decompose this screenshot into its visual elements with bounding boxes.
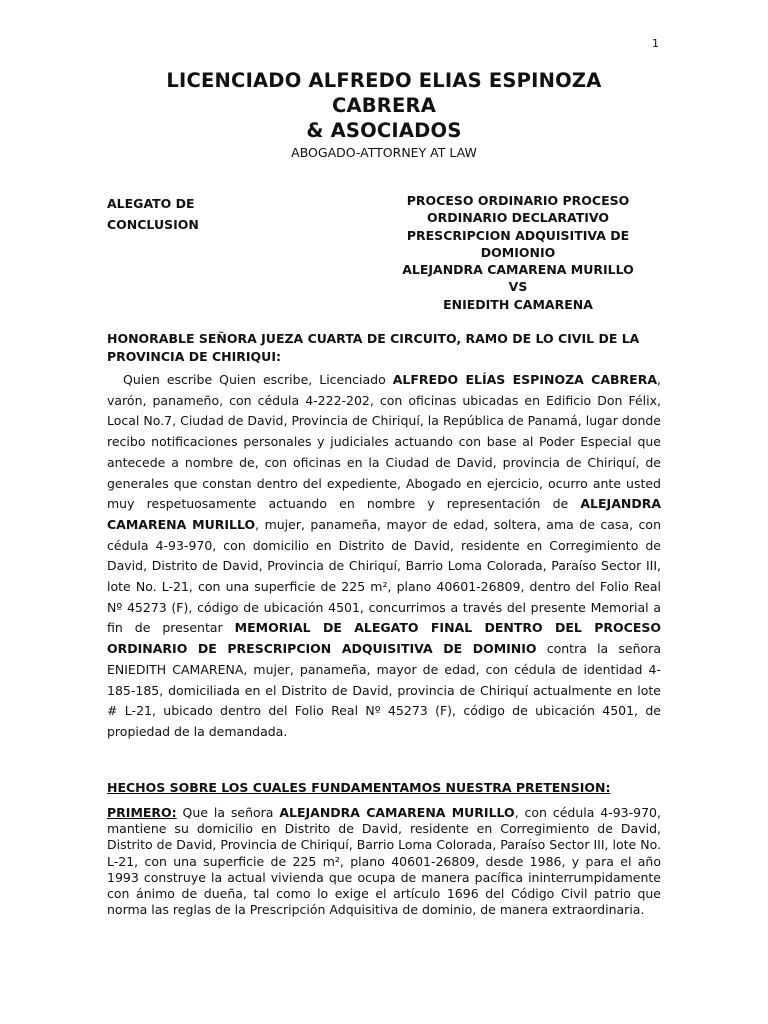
fact-first-text-a: Que la señora — [176, 805, 280, 820]
fact-first-text-c: , con cédula 4-93-970, mantiene su domicilio en Distrito de David, residente en Corregimiento de David, Distrito de David, Provincia de Chiriquí, Barrio Loma Colorada, Paraíso Sector III, lote No. L-21, con una superficie de 225 m², plano 40601-26809, desde 1986, y para el año 1993 construye la actual vivienda que ocupa de manera pacífica ininterrumpidamente con ánimo de dueña, tal como lo exige el artículo 1696 del Código Civil patrio que norma las reglas de la Prescripción Adquisitiva de dominio, de manera extraordinaria. — [107, 805, 661, 918]
page-number: 1 — [652, 37, 659, 50]
case-caption-line-3: PRESCRIPCION ADQUISITIVA DE — [406, 227, 630, 243]
case-caption-line-6: VS — [508, 279, 528, 295]
letterhead-line-3: & ASOCIADOS — [306, 119, 462, 142]
case-caption-line-4: DOMIONIO — [480, 244, 556, 260]
fact-first-label: PRIMERO: — [107, 805, 177, 820]
fact-first — [107, 805, 661, 918]
p1-text-c: , varón, panameño, con cédula 4-222-202, con oficinas ubicadas en Edificio Don Félix, Local No.7, Ciudad de David, Provincia de Chiriquí, la República de Panamá, lugar donde recibo notificaciones personales y judiciales actuando con base al Poder Especial que antecede a nombre de, con oficinas en la Ciudad de David, provincia de Chiriquí, de generales que constan dentro del expediente, Abogado en ejercicio, ocurro ante usted muy respetuosamente actuando en nombre y representación de — [107, 372, 662, 512]
facts-heading: HECHOS SOBRE LOS CUALES FUNDAMENTAMOS NUESTRA PRETENSION: — [107, 780, 611, 795]
body-paragraph — [107, 370, 661, 743]
p1-client-name: ALEJANDRA CAMARENA MURILLO — [107, 496, 661, 532]
p1-memorial-title: MEMORIAL DE ALEGATO FINAL DENTRO DEL PROCESO ORDINARIO DE PRESCRIPCION ADQUISITIVA DE DOMINIO — [107, 620, 662, 657]
p1-text-g: contra la señora ENIEDITH CAMARENA, mujer, panameña, mayor de edad, con cédula de identidad 4-185-185, domiciliada en el Distrito de David, provincia de Chiriquí actualmente en lote # L-21, ubicado dentro del Folio Real Nº 45273 (F), código de ubicación 4501, de propiedad de la demandada. — [107, 641, 661, 739]
letterhead-line-2: CABRERA — [331, 94, 437, 117]
letterhead-line-1: LICENCIADO ALFREDO ELIAS ESPINOZA — [166, 69, 602, 92]
letterhead-title — [80, 68, 688, 143]
document-type-line-2: CONCLUSION — [107, 217, 199, 232]
case-caption-line-7: ENIEDITH CAMARENA — [443, 296, 593, 312]
fact-first-client-name: ALEJANDRA CAMARENA MURILLO — [279, 805, 515, 820]
paragraph-1 — [107, 370, 661, 743]
case-caption — [378, 192, 658, 313]
p1-text-e: , mujer, panameña, mayor de edad, soltera, ama de casa, con cédula 4-93-970, con domicilio en Distrito de David, residente en Corregimiento de David, Distrito de David, Provincia de Chiriquí, Barrio Loma Colorada, Paraíso Sector III, lote No. L-21, con una superficie de 225 m², plano 40601-26809, dentro del Folio Real Nº 45273 (F), código de ubicación 4501, concurrimos a través del presente Memorial a fin de presentar — [107, 516, 661, 636]
document-type — [107, 193, 199, 235]
case-caption-line-5: ALEJANDRA CAMARENA MURILLO — [402, 262, 634, 278]
letterhead-subtitle: ABOGADO-ATTORNEY AT LAW — [291, 145, 477, 160]
p1-attorney-name: ALFREDO ELÍAS ESPINOZA CABRERA — [392, 372, 658, 387]
case-caption-line-1: PROCESO ORDINARIO PROCESO — [406, 193, 630, 208]
salutation: HONORABLE SEÑORA JUEZA CUARTA DE CIRCUITO, RAMO DE LO CIVIL DE LA PROVINCIA DE CHIRIQUI: — [107, 331, 640, 364]
case-caption-line-2: ORDINARIO DECLARATIVO — [427, 210, 609, 226]
p1-text-a: Quien escribe Quien escribe, Licenciado — [123, 372, 393, 387]
document-type-line-1: ALEGATO DE — [107, 196, 195, 211]
